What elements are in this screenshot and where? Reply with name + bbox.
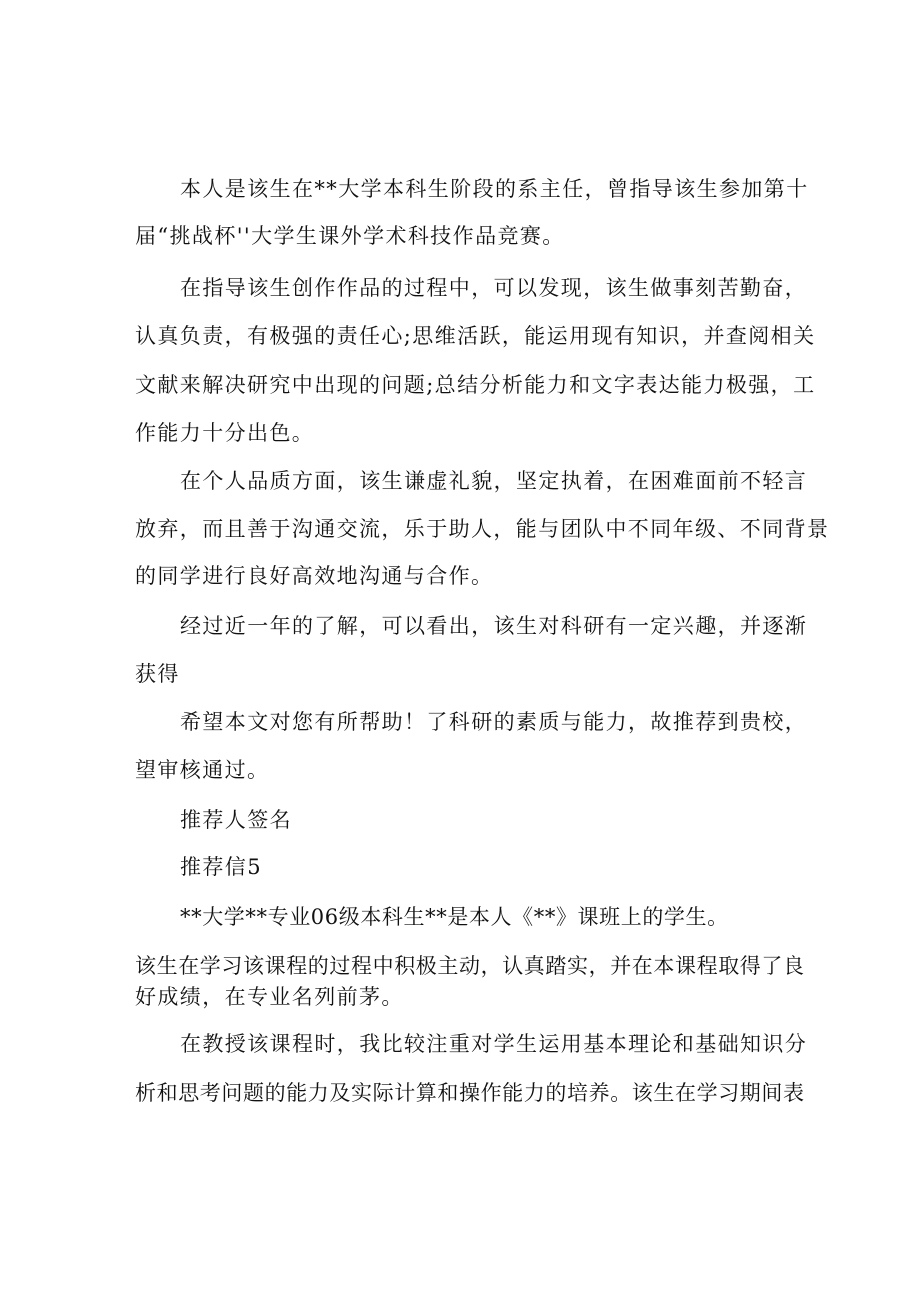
paragraph-6-line-1: **大学**专业06级本科生**是本人《**》课班上的学生。: [180, 905, 729, 929]
paragraph-5-line-2: 望审核通过。: [135, 758, 270, 782]
section-heading: 推荐信5: [180, 855, 262, 879]
paragraph-1-line-1: 本人是该生在**大学本科生阶段的系主任，曾指导该生参加第十: [180, 177, 809, 201]
paragraph-7-line-1: 该生在学习该课程的过程中积极主动，认真踏实，并在本课程取得了良: [135, 954, 805, 978]
paragraph-2-line-3: 文献来解决研究中出现的问题;总结分析能力和文字表达能力极强，工: [135, 373, 816, 397]
paragraph-4-line-2: 获得: [135, 662, 180, 686]
paragraph-5-line-1: 希望本文对您有所帮助！了科研的素质与能力，故推荐到贵校，: [180, 710, 808, 734]
paragraph-4-line-1: 经过近一年的了解，可以看出，该生对科研有一定兴趣，并逐渐: [180, 614, 808, 638]
paragraph-2-line-2: 认真负责，有极强的责任心;思维活跃，能运用现有知识，并查阅相关: [135, 324, 816, 348]
paragraph-8-line-2: 析和思考问题的能力及实际计算和操作能力的培养。该生在学习期间表: [135, 1081, 805, 1105]
paragraph-7-line-2: 好成绩，在专业名列前茅。: [135, 985, 404, 1009]
paragraph-8-line-1: 在教授该课程时，我比较注重对学生运用基本理论和基础知识分: [180, 1032, 808, 1056]
paragraph-3-line-3: 的同学进行良好高效地沟通与合作。: [135, 564, 494, 588]
paragraph-1-line-2: 届“挑战杯''大学生课外学术科技作品竞赛。: [135, 224, 565, 248]
paragraph-2-line-1: 在指导该生创作作品的过程中，可以发现，该生做事刻苦勤奋，: [180, 276, 808, 300]
paragraph-2-line-4: 作能力十分出色。: [135, 421, 315, 445]
paragraph-3-line-2: 放弃，而且善于沟通交流，乐于助人，能与团队中不同年级、不同背景: [135, 517, 830, 541]
signature-label: 推荐人签名: [180, 808, 292, 832]
paragraph-3-line-1: 在个人品质方面，该生谦虚礼貌，坚定执着，在困难面前不轻言: [180, 469, 808, 493]
